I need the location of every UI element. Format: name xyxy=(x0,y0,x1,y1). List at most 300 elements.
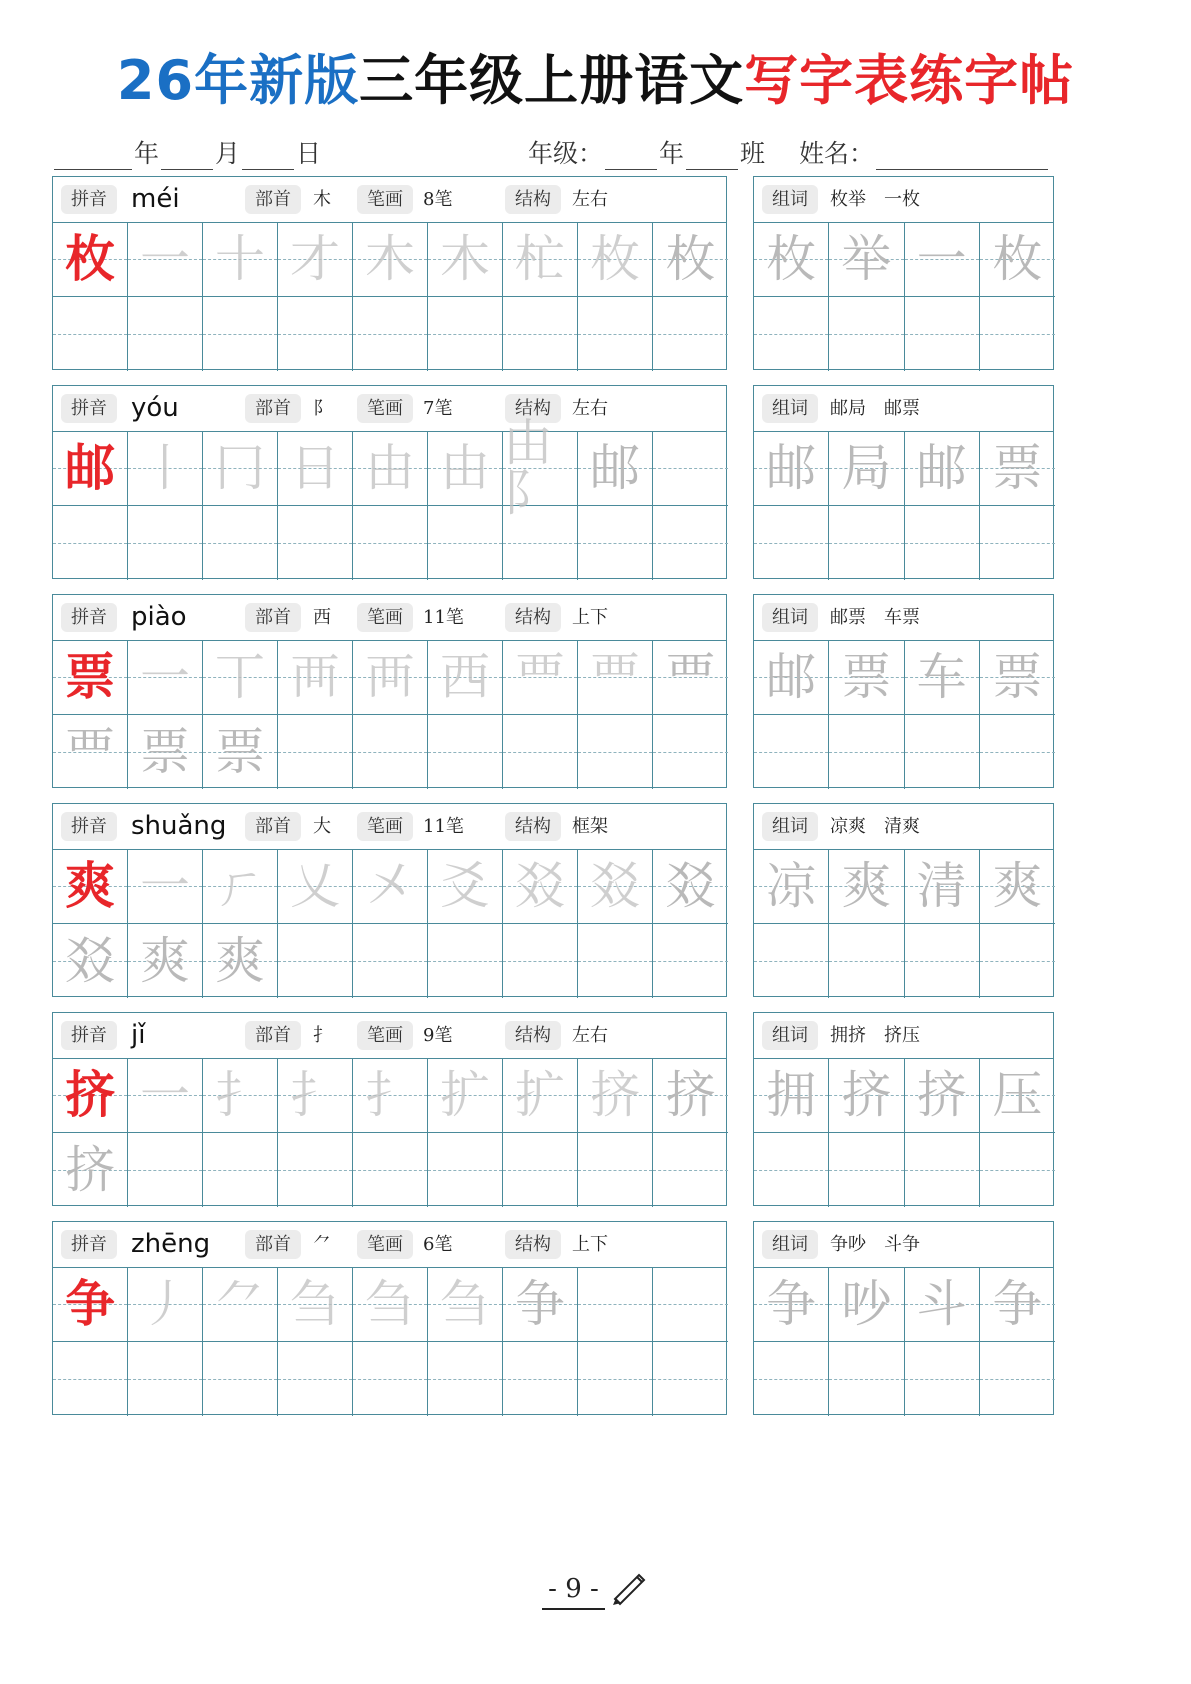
stroke-step-character: 扩 xyxy=(440,1065,490,1124)
radical-value: 大 xyxy=(313,816,331,837)
radical-label: 部首 xyxy=(245,185,301,214)
stroke-step-character: 冂 xyxy=(215,438,265,497)
word-trace-character: 争 xyxy=(766,1274,817,1333)
pinyin-value: piào xyxy=(131,602,187,632)
words-header xyxy=(754,386,1053,432)
writing-cell[interactable] xyxy=(353,1058,428,1133)
structure-value: 左右 xyxy=(572,189,608,210)
word-writing-cell[interactable] xyxy=(980,849,1055,924)
stroke-step-character: 㸚 xyxy=(515,856,565,915)
stroke-step-character: 挤 xyxy=(665,1065,716,1124)
word-writing-cell[interactable] xyxy=(829,1267,904,1342)
structure-label: 结构 xyxy=(505,1021,561,1050)
words-label: 组词 xyxy=(762,185,818,214)
word-trace-character: 爽 xyxy=(992,856,1043,915)
word-trace-character: 一 xyxy=(916,229,967,288)
writing-cell[interactable] xyxy=(278,506,353,581)
model-character: 票 xyxy=(65,646,115,706)
radical-label: 部首 xyxy=(245,812,301,841)
word-practice-panel xyxy=(753,385,1054,579)
writing-cell[interactable] xyxy=(653,1133,728,1208)
word-writing-cell[interactable] xyxy=(980,1058,1055,1133)
radical-label: 部首 xyxy=(245,603,301,632)
word-writing-cell[interactable] xyxy=(980,506,1055,581)
writing-cell[interactable] xyxy=(428,849,503,924)
writing-cell[interactable] xyxy=(128,222,203,297)
word-trace-character: 清 xyxy=(916,856,967,915)
strokes-label: 笔画 xyxy=(357,394,413,423)
radical-value: 西 xyxy=(313,607,331,628)
word-writing-cell[interactable] xyxy=(829,1342,904,1417)
stroke-step-character: 木 xyxy=(440,229,490,288)
writing-cell[interactable] xyxy=(353,849,428,924)
word-writing-cell[interactable] xyxy=(905,849,980,924)
structure-value: 框架 xyxy=(572,816,608,837)
writing-cell[interactable] xyxy=(128,297,203,372)
writing-cell[interactable] xyxy=(53,431,128,506)
writing-cell[interactable] xyxy=(428,715,503,790)
writing-cell[interactable] xyxy=(278,924,353,999)
writing-cell[interactable] xyxy=(578,1267,653,1342)
char-practice-panel xyxy=(52,803,727,997)
radical-label: 部首 xyxy=(245,1230,301,1259)
word-practice-panel xyxy=(753,1012,1054,1206)
writing-cell[interactable] xyxy=(428,640,503,715)
strokes-value: 11笔 xyxy=(423,607,464,628)
writing-cell[interactable] xyxy=(278,1267,353,1342)
stroke-step-character: 挤 xyxy=(65,1140,115,1199)
stroke-step-character: ⺈ xyxy=(215,1274,265,1333)
writing-cell[interactable] xyxy=(353,506,428,581)
writing-cell[interactable] xyxy=(128,1133,203,1208)
writing-cell[interactable] xyxy=(203,297,278,372)
writing-cell[interactable] xyxy=(653,1342,728,1417)
pinyin-value: shuǎng xyxy=(131,811,227,841)
stroke-step-character: 由阝 xyxy=(503,413,553,522)
word-writing-cell[interactable] xyxy=(980,1133,1055,1208)
stroke-step-character: 由 xyxy=(365,438,415,497)
page-number: - 9 - xyxy=(542,1574,605,1610)
word-writing-cell[interactable] xyxy=(905,715,980,790)
pinyin-label: 拼音 xyxy=(61,1230,117,1259)
writing-cell[interactable] xyxy=(653,297,728,372)
writing-cell[interactable] xyxy=(353,1133,428,1208)
writing-cell[interactable] xyxy=(353,431,428,506)
stroke-step-character: ㄏ xyxy=(215,856,265,915)
word-writing-cell[interactable] xyxy=(754,640,829,715)
writing-cell[interactable] xyxy=(53,297,128,372)
writing-cell[interactable] xyxy=(353,297,428,372)
word-writing-cell[interactable] xyxy=(905,924,980,999)
word-writing-cell[interactable] xyxy=(829,924,904,999)
writing-cell[interactable] xyxy=(53,924,128,999)
writing-cell[interactable] xyxy=(503,924,578,999)
writing-cell[interactable] xyxy=(353,640,428,715)
word-trace-character: 枚 xyxy=(766,229,817,288)
structure-label: 结构 xyxy=(505,185,561,214)
char-info-header xyxy=(53,804,726,850)
writing-cell[interactable] xyxy=(503,1342,578,1417)
writing-cell[interactable] xyxy=(428,1133,503,1208)
writing-cell[interactable] xyxy=(278,1058,353,1133)
stroke-step-character: 票 xyxy=(140,722,190,781)
word-writing-cell[interactable] xyxy=(754,297,829,372)
writing-cell[interactable] xyxy=(428,297,503,372)
student-fields xyxy=(528,134,1050,170)
model-character: 争 xyxy=(65,1273,115,1333)
strokes-value: 6笔 xyxy=(423,1234,453,1255)
char-info-header xyxy=(53,1222,726,1268)
stroke-step-character: 覀 xyxy=(665,647,716,706)
word-writing-cell[interactable] xyxy=(905,1058,980,1133)
pinyin-label: 拼音 xyxy=(61,394,117,423)
strokes-label: 笔画 xyxy=(357,185,413,214)
writing-cell[interactable] xyxy=(503,1133,578,1208)
word-trace-character: 邮 xyxy=(766,438,817,497)
writing-cell[interactable] xyxy=(353,222,428,297)
words-value: 邮票 车票 xyxy=(830,607,920,628)
stroke-step-character: 西 xyxy=(440,647,490,706)
pinyin-value: yóu xyxy=(131,393,179,423)
word-writing-cell[interactable] xyxy=(905,431,980,506)
char-practice-panel xyxy=(52,385,727,579)
word-writing-cell[interactable] xyxy=(905,1133,980,1208)
words-header xyxy=(754,1222,1053,1268)
writing-cell[interactable] xyxy=(278,297,353,372)
word-writing-cell[interactable] xyxy=(980,715,1055,790)
word-writing-cell[interactable] xyxy=(980,1267,1055,1342)
word-trace-character: 斗 xyxy=(916,1274,967,1333)
word-practice-panel xyxy=(753,176,1054,370)
writing-cell[interactable] xyxy=(353,1267,428,1342)
writing-cell[interactable] xyxy=(578,431,653,506)
word-trace-character: 爽 xyxy=(841,856,892,915)
writing-cell[interactable] xyxy=(53,222,128,297)
stroke-step-character: 票 xyxy=(215,722,265,781)
char-practice-panel xyxy=(52,594,727,788)
writing-cell[interactable] xyxy=(128,849,203,924)
writing-cell[interactable] xyxy=(128,1058,203,1133)
stroke-step-character: 木 xyxy=(365,229,415,288)
word-writing-cell[interactable] xyxy=(754,222,829,297)
word-writing-cell[interactable] xyxy=(905,297,980,372)
word-writing-cell[interactable] xyxy=(754,1058,829,1133)
word-writing-cell[interactable] xyxy=(829,506,904,581)
char-info-header xyxy=(53,386,726,432)
writing-cell[interactable] xyxy=(203,1058,278,1133)
char-practice-panel xyxy=(52,1221,727,1415)
writing-cell[interactable] xyxy=(53,1342,128,1417)
stroke-step-character: 十 xyxy=(215,229,265,288)
words-label: 组词 xyxy=(762,1021,818,1050)
writing-cell[interactable] xyxy=(578,924,653,999)
word-trace-character: 挤 xyxy=(916,1065,967,1124)
pinyin-label: 拼音 xyxy=(61,1021,117,1050)
strokes-label: 笔画 xyxy=(357,603,413,632)
word-writing-cell[interactable] xyxy=(754,431,829,506)
writing-cell[interactable] xyxy=(353,715,428,790)
model-character: 邮 xyxy=(65,437,115,497)
writing-cell[interactable] xyxy=(503,849,578,924)
stroke-step-character: 刍 xyxy=(440,1274,490,1333)
grade-label: 年级： xyxy=(528,139,604,168)
structure-value: 左右 xyxy=(572,398,608,419)
word-writing-cell[interactable] xyxy=(829,222,904,297)
word-writing-cell[interactable] xyxy=(905,1342,980,1417)
writing-cell[interactable] xyxy=(53,1133,128,1208)
writing-cell[interactable] xyxy=(653,640,728,715)
writing-cell[interactable] xyxy=(203,1342,278,1417)
writing-cell[interactable] xyxy=(128,431,203,506)
writing-cell[interactable] xyxy=(128,715,203,790)
word-writing-cell[interactable] xyxy=(980,431,1055,506)
stroke-step-character: 由 xyxy=(440,438,490,497)
word-writing-cell[interactable] xyxy=(829,849,904,924)
word-trace-character: 邮 xyxy=(766,647,817,706)
pinyin-label: 拼音 xyxy=(61,812,117,841)
strokes-value: 9笔 xyxy=(423,1025,453,1046)
writing-cell[interactable] xyxy=(128,1267,203,1342)
word-writing-cell[interactable] xyxy=(829,297,904,372)
stroke-step-character: 覀 xyxy=(590,647,640,706)
word-writing-cell[interactable] xyxy=(829,1133,904,1208)
writing-cell[interactable] xyxy=(203,849,278,924)
stroke-step-character: 㸚 xyxy=(590,856,640,915)
writing-cell[interactable] xyxy=(428,431,503,506)
radical-label: 部首 xyxy=(245,1021,301,1050)
stroke-step-character: 挤 xyxy=(590,1065,640,1124)
day-blank[interactable] xyxy=(242,145,294,170)
word-trace-character: 票 xyxy=(992,647,1043,706)
writing-cell[interactable] xyxy=(653,715,728,790)
word-writing-cell[interactable] xyxy=(980,222,1055,297)
writing-cell[interactable] xyxy=(428,222,503,297)
writing-cell[interactable] xyxy=(278,1342,353,1417)
name-blank[interactable] xyxy=(876,145,1048,170)
structure-label: 结构 xyxy=(505,1230,561,1259)
structure-label: 结构 xyxy=(505,603,561,632)
stroke-step-character: 爽 xyxy=(140,931,190,990)
word-trace-character: 拥 xyxy=(766,1065,817,1124)
writing-cell[interactable] xyxy=(278,1133,353,1208)
writing-cell[interactable] xyxy=(578,849,653,924)
writing-cell[interactable] xyxy=(278,849,353,924)
word-trace-character: 车 xyxy=(916,647,967,706)
writing-cell[interactable] xyxy=(203,506,278,581)
writing-cell[interactable] xyxy=(503,222,578,297)
page-title xyxy=(0,38,1191,115)
title-part-red: 写字表练字帖 xyxy=(744,49,1075,112)
stroke-step-character: 扩 xyxy=(515,1065,565,1124)
word-writing-cell[interactable] xyxy=(980,297,1055,372)
day-label: 日 xyxy=(296,139,322,168)
writing-cell[interactable] xyxy=(578,506,653,581)
writing-cell[interactable] xyxy=(278,222,353,297)
strokes-value: 11笔 xyxy=(423,816,464,837)
stroke-step-character: 㐅 xyxy=(365,856,415,915)
month-blank[interactable] xyxy=(161,145,213,170)
stroke-step-character: 爻 xyxy=(440,856,490,915)
stroke-step-character: 一 xyxy=(140,229,190,288)
word-trace-character: 争 xyxy=(992,1274,1043,1333)
stroke-step-character: 㸚 xyxy=(665,856,716,915)
class-blank[interactable] xyxy=(686,145,738,170)
writing-cell[interactable] xyxy=(578,715,653,790)
pinyin-label: 拼音 xyxy=(61,603,117,632)
word-writing-cell[interactable] xyxy=(905,506,980,581)
word-writing-cell[interactable] xyxy=(754,849,829,924)
pinyin-label: 拼音 xyxy=(61,185,117,214)
stroke-step-character: 争 xyxy=(515,1274,565,1333)
word-writing-cell[interactable] xyxy=(829,1058,904,1133)
writing-cell[interactable] xyxy=(428,1058,503,1133)
writing-cell[interactable] xyxy=(653,1267,728,1342)
strokes-value: 8笔 xyxy=(423,189,453,210)
writing-cell[interactable] xyxy=(53,1267,128,1342)
writing-cell[interactable] xyxy=(428,506,503,581)
writing-cell[interactable] xyxy=(278,640,353,715)
writing-cell[interactable] xyxy=(128,640,203,715)
stroke-step-character: 襾 xyxy=(290,647,340,706)
writing-cell[interactable] xyxy=(353,1342,428,1417)
word-writing-cell[interactable] xyxy=(754,924,829,999)
writing-cell[interactable] xyxy=(653,849,728,924)
structure-value: 上下 xyxy=(572,1234,608,1255)
structure-label: 结构 xyxy=(505,394,561,423)
writing-cell[interactable] xyxy=(578,1342,653,1417)
page-footer xyxy=(0,1573,1191,1611)
word-writing-cell[interactable] xyxy=(829,640,904,715)
char-info-header xyxy=(53,177,726,223)
word-writing-cell[interactable] xyxy=(754,506,829,581)
word-writing-cell[interactable] xyxy=(754,1267,829,1342)
word-writing-cell[interactable] xyxy=(980,640,1055,715)
writing-cell[interactable] xyxy=(353,924,428,999)
writing-cell[interactable] xyxy=(203,1133,278,1208)
writing-cell[interactable] xyxy=(578,297,653,372)
word-writing-cell[interactable] xyxy=(905,640,980,715)
stroke-step-character: 扌 xyxy=(215,1065,265,1124)
writing-cell[interactable] xyxy=(203,640,278,715)
words-header xyxy=(754,595,1053,641)
structure-value: 左右 xyxy=(572,1025,608,1046)
writing-cell[interactable] xyxy=(653,1058,728,1133)
word-writing-cell[interactable] xyxy=(754,715,829,790)
writing-cell[interactable] xyxy=(428,924,503,999)
word-writing-cell[interactable] xyxy=(829,431,904,506)
writing-cell[interactable] xyxy=(578,222,653,297)
strokes-value: 7笔 xyxy=(423,398,453,419)
word-writing-cell[interactable] xyxy=(905,1267,980,1342)
word-writing-cell[interactable] xyxy=(754,1342,829,1417)
words-header xyxy=(754,177,1053,223)
writing-cell[interactable] xyxy=(203,1267,278,1342)
writing-cell[interactable] xyxy=(503,1267,578,1342)
writing-cell[interactable] xyxy=(428,1342,503,1417)
word-writing-cell[interactable] xyxy=(905,222,980,297)
date-fields xyxy=(52,134,321,170)
writing-cell[interactable] xyxy=(653,924,728,999)
writing-cell[interactable] xyxy=(503,715,578,790)
year-label: 年 xyxy=(134,139,160,168)
class-label: 班 xyxy=(740,139,766,168)
char-info-header xyxy=(53,595,726,641)
words-value: 争吵 斗争 xyxy=(830,1234,920,1255)
writing-cell[interactable] xyxy=(53,849,128,924)
word-practice-panel xyxy=(753,1221,1054,1415)
words-value: 邮局 邮票 xyxy=(830,398,920,419)
writing-cell[interactable] xyxy=(653,222,728,297)
word-trace-character: 局 xyxy=(841,438,892,497)
words-value: 枚举 一枚 xyxy=(830,189,920,210)
writing-cell[interactable] xyxy=(503,413,578,522)
year-blank[interactable] xyxy=(54,145,132,170)
writing-cell[interactable] xyxy=(578,1133,653,1208)
char-practice-panel xyxy=(52,176,727,370)
writing-cell[interactable] xyxy=(128,506,203,581)
writing-cell[interactable] xyxy=(203,431,278,506)
writing-cell[interactable] xyxy=(428,1267,503,1342)
stroke-step-character: 刍 xyxy=(365,1274,415,1333)
structure-label: 结构 xyxy=(505,812,561,841)
writing-cell[interactable] xyxy=(203,222,278,297)
writing-cell[interactable] xyxy=(128,1342,203,1417)
words-label: 组词 xyxy=(762,603,818,632)
words-value: 凉爽 清爽 xyxy=(830,816,920,837)
structure-value: 上下 xyxy=(572,607,608,628)
writing-cell[interactable] xyxy=(653,506,728,581)
word-trace-character: 吵 xyxy=(841,1274,892,1333)
writing-cell[interactable] xyxy=(128,924,203,999)
words-value: 拥挤 挤压 xyxy=(830,1025,920,1046)
word-writing-cell[interactable] xyxy=(754,1133,829,1208)
word-writing-cell[interactable] xyxy=(980,1342,1055,1417)
writing-cell[interactable] xyxy=(278,715,353,790)
words-label: 组词 xyxy=(762,1230,818,1259)
grade-year-label: 年 xyxy=(659,139,685,168)
grade-blank[interactable] xyxy=(605,145,657,170)
writing-cell[interactable] xyxy=(278,431,353,506)
writing-cell[interactable] xyxy=(578,640,653,715)
writing-cell[interactable] xyxy=(53,506,128,581)
radical-value: 扌 xyxy=(313,1025,331,1046)
stroke-step-character: 㸚 xyxy=(65,931,115,990)
stroke-step-character: 枚 xyxy=(590,229,640,288)
writing-cell[interactable] xyxy=(578,1058,653,1133)
name-label: 姓名： xyxy=(799,139,875,168)
pen-icon xyxy=(609,1573,649,1611)
word-trace-character: 举 xyxy=(841,229,892,288)
writing-cell[interactable] xyxy=(53,715,128,790)
title-part-blue: 26年新版 xyxy=(116,49,360,112)
stroke-step-character: 一 xyxy=(140,647,190,706)
model-character: 挤 xyxy=(65,1064,115,1124)
writing-cell[interactable] xyxy=(53,640,128,715)
words-label: 组词 xyxy=(762,812,818,841)
stroke-step-character: 枚 xyxy=(665,229,716,288)
word-trace-character: 票 xyxy=(841,647,892,706)
writing-cell[interactable] xyxy=(503,297,578,372)
writing-cell[interactable] xyxy=(653,431,728,506)
writing-cell[interactable] xyxy=(503,1058,578,1133)
writing-cell[interactable] xyxy=(53,1058,128,1133)
word-writing-cell[interactable] xyxy=(980,924,1055,999)
radical-label: 部首 xyxy=(245,394,301,423)
writing-cell[interactable] xyxy=(203,715,278,790)
word-writing-cell[interactable] xyxy=(829,715,904,790)
writing-cell[interactable] xyxy=(203,924,278,999)
writing-cell[interactable] xyxy=(503,640,578,715)
